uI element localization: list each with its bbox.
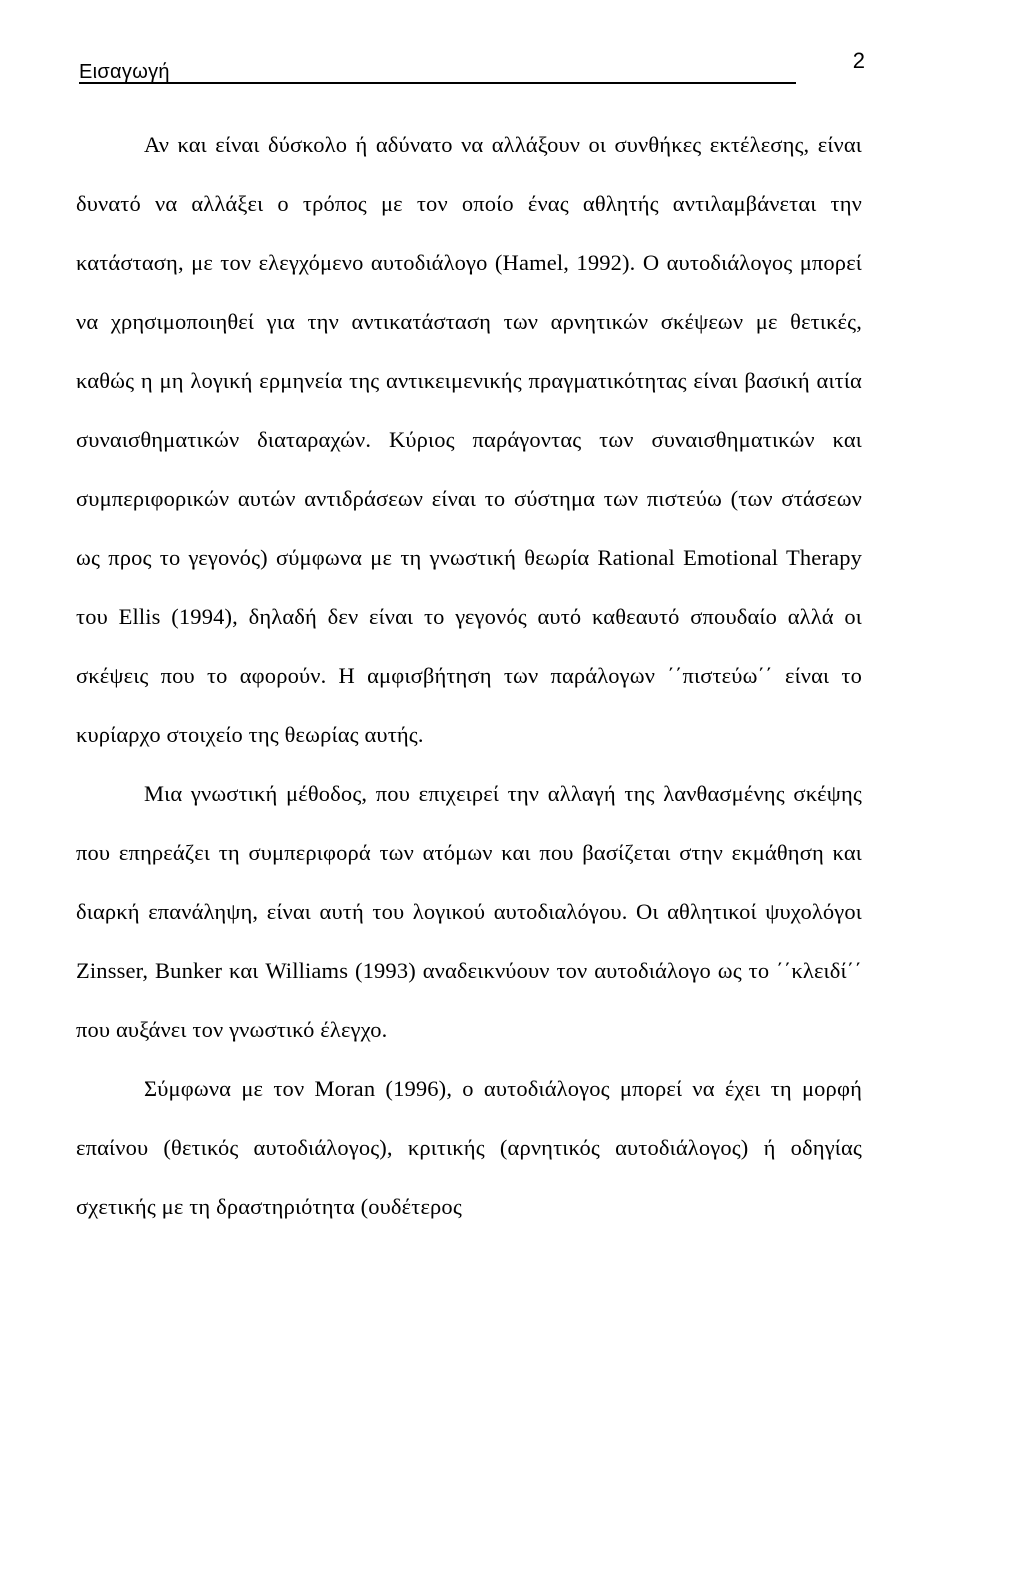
paragraph-1: Αν και είναι δύσκολο ή αδύνατο να αλλάξουν οι συνθήκες εκτέλεσης, είναι δυνατό να αλλάξει ο τρόπος με τον οποίο ένας αθλητής αντιλαμβάνεται την κατάσταση, με τον ελεγχόμενο αυτοδιάλογο (Hamel, 1992). Ο αυτοδιάλογος μπορεί να χρησιμοποιηθεί για την αντικατάσταση των αρνητικών σκέψεων με θετικές, καθώς η μη λογική ερμηνεία της αντικειμενικής πραγματικότητας είναι βασική αιτία συναισθηματικών διαταραχών. Κύριος παράγοντας των συναισθηματικών και συμπεριφορικών αυτών αντιδράσεων είναι το σύστημα των πιστεύω (των στάσεων ως προς το γεγονός) σύμφωνα με τη γνωστική θεωρία Rational Emotional Therapy του Ellis (1994), δηλαδή δεν είναι το γεγονός αυτό καθεαυτό σπουδαίο αλλά οι σκέψεις που το αφορούν. Η αμφισβήτηση των παράλογων ΄΄πιστεύω΄΄ είναι το κυρίαρχο στοιχείο της θεωρίας αυτής. (76, 132, 862, 747)
paragraph-2: Μια γνωστική μέθοδος, που επιχειρεί την αλλαγή της λανθασμένης σκέψης που επηρεάζει τη συμπεριφορά των ατόμων και που βασίζεται στην εκμάθηση και διαρκή επανάληψη, είναι αυτή του λογικού αυτοδιαλόγου. Οι αθλητικοί ψυχολόγοι Zinsser, Bunker και Williams (1993) αναδεικνύουν τον αυτοδιάλογο ως το ΄΄κλειδί΄΄ που αυξάνει τον γνωστικό έλεγχο. (76, 781, 862, 1042)
paragraph-3: Σύμφωνα με τον Moran (1996), ο αυτοδιάλογος μπορεί να έχει τη μορφή επαίνου (θετικός αυτοδιάλογος), κριτικής (αρνητικός αυτοδιάλογος) ή οδηγίας σχετικής με τη δραστηριότητα (ουδέτερος (76, 1076, 862, 1219)
body-text (76, 115, 862, 1236)
header-title: Εισαγωγή (79, 61, 170, 83)
header-rule (79, 82, 796, 84)
page-number: 2 (852, 48, 865, 73)
running-header (79, 48, 865, 84)
